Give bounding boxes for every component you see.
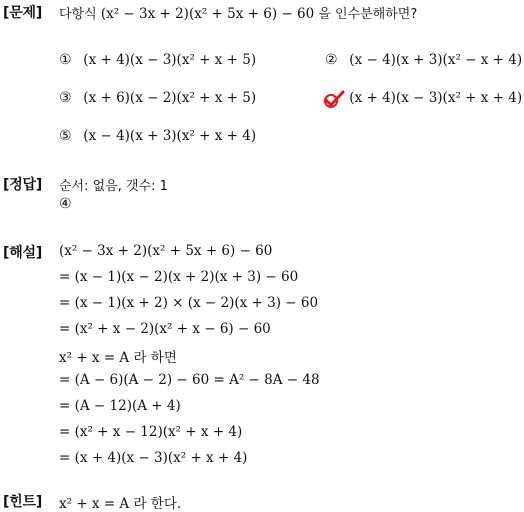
option-4-text: (x + 4)(x − 3)(x² + x + 4) bbox=[349, 90, 523, 106]
question-prefix: 다항식 bbox=[59, 7, 101, 22]
question-suffix: 을 인수분해하면? bbox=[314, 7, 418, 22]
option-1-number: ① bbox=[59, 52, 72, 68]
solution-line-1: (x² − 3x + 2)(x² + 5x + 6) − 60 bbox=[59, 243, 273, 259]
option-2-number: ② bbox=[325, 52, 338, 68]
solution-line-3: = (x − 1)(x + 2) × (x − 2)(x + 3) − 60 bbox=[59, 295, 319, 311]
hint-text: x² + x = A 라 한다. bbox=[59, 496, 182, 512]
solution-line-5: x² + x = A 라 하면 bbox=[59, 350, 177, 366]
solution-line-2: = (x − 1)(x − 2)(x + 2)(x + 3) − 60 bbox=[59, 269, 299, 285]
option-3-number: ③ bbox=[59, 90, 72, 106]
problem-tag: [문제] bbox=[3, 5, 43, 21]
option-4[interactable] bbox=[325, 90, 522, 106]
option-1[interactable] bbox=[59, 52, 256, 68]
solution-line-7: = (A − 12)(A + 4) bbox=[59, 398, 181, 414]
answer-value: ④ bbox=[59, 196, 72, 212]
solution-line-8: = (x² + x − 12)(x² + x + 4) bbox=[59, 424, 243, 440]
answer-meta: 순서: 없음, 갯수: 1 bbox=[59, 179, 168, 194]
option-1-text: (x + 4)(x − 3)(x² + x + 5) bbox=[83, 52, 257, 68]
solution-line-6: = (A − 6)(A − 2) − 60 = A² − 8A − 48 bbox=[59, 372, 320, 388]
option-3-text: (x + 6)(x − 2)(x² + x + 5) bbox=[83, 90, 257, 106]
option-5-number: ⑤ bbox=[59, 128, 72, 144]
option-3[interactable] bbox=[59, 90, 256, 106]
solution-line-4: = (x² + x − 2)(x² + x − 6) − 60 bbox=[59, 321, 271, 337]
option-5-text: (x − 4)(x + 3)(x² + x + 4) bbox=[83, 128, 257, 144]
option-2-text: (x − 4)(x + 3)(x² − x + 4) bbox=[349, 52, 523, 68]
hint-tag: [힌트] bbox=[3, 494, 43, 510]
answer-tag: [정답] bbox=[3, 177, 43, 193]
question-expression: (x² − 3x + 2)(x² + 5x + 6) − 60 bbox=[100, 6, 315, 22]
solution-line-9: = (x + 4)(x − 3)(x² + x + 4) bbox=[59, 450, 248, 466]
question-text bbox=[59, 3, 417, 22]
option-5[interactable] bbox=[59, 128, 256, 144]
solution-tag: [해설] bbox=[3, 245, 43, 261]
option-2[interactable] bbox=[325, 52, 522, 68]
